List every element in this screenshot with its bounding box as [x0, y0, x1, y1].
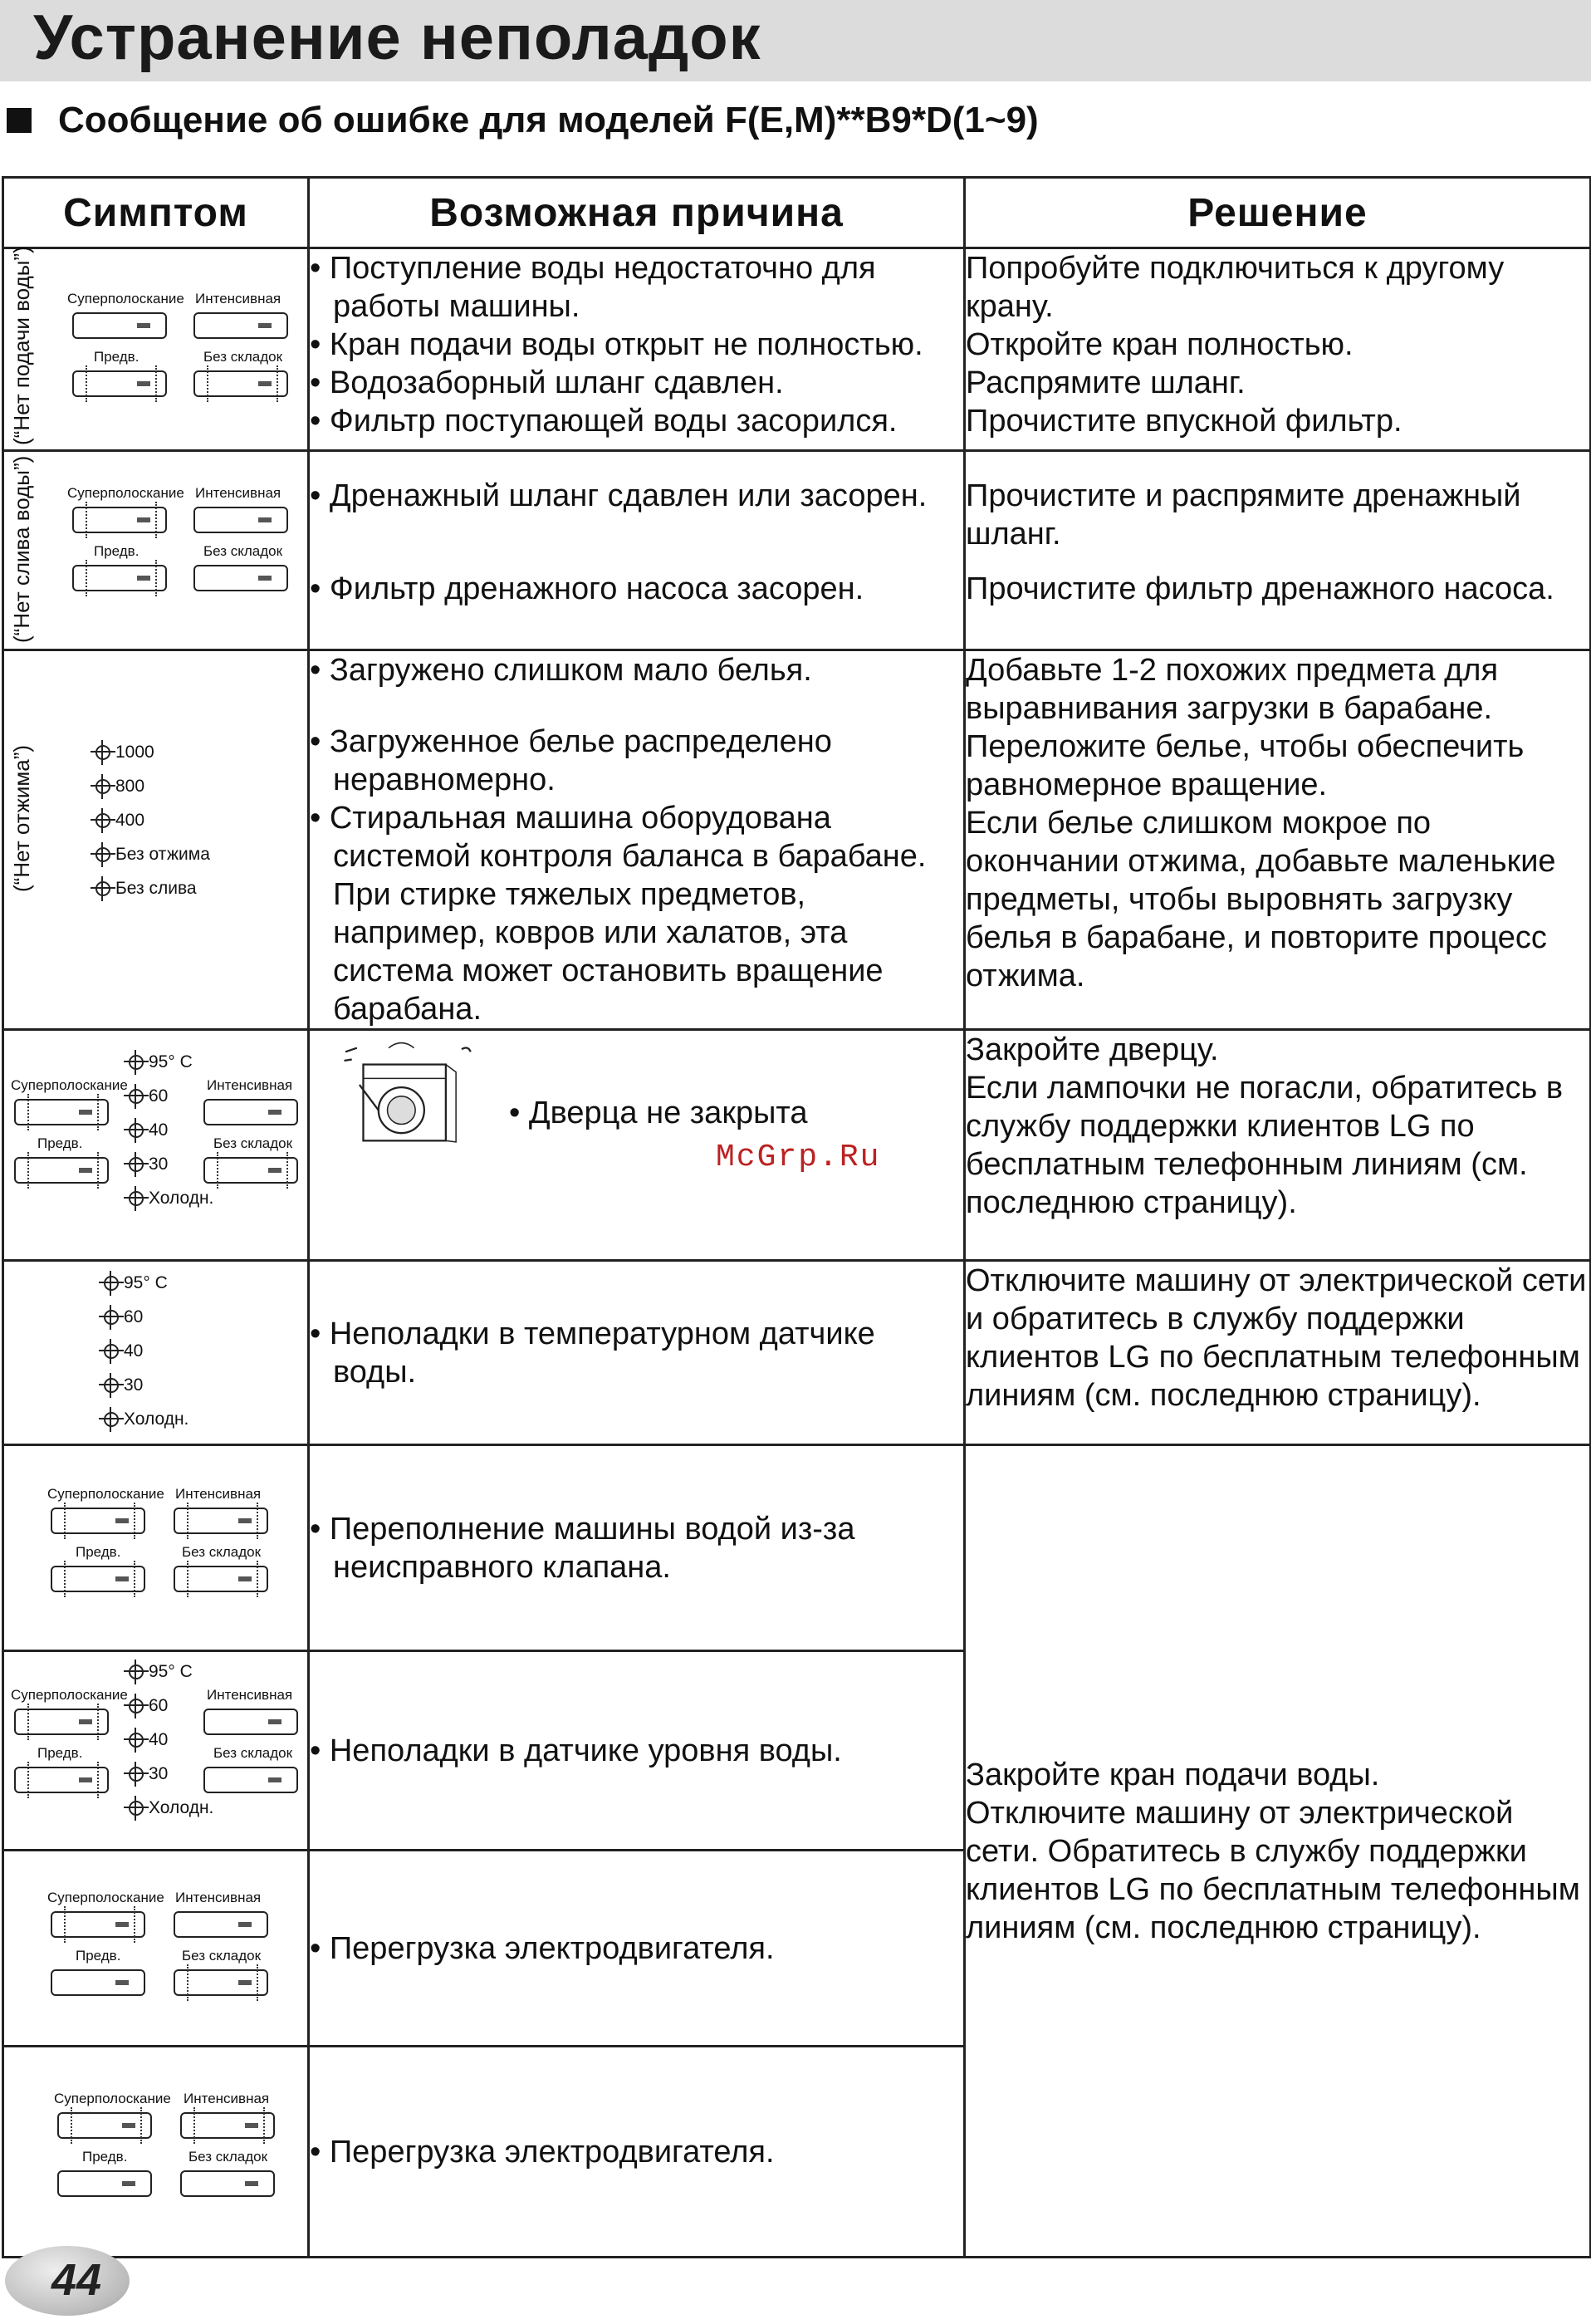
panel-label: Интенсивная — [175, 1486, 262, 1502]
display-indicator-blinking — [14, 1099, 109, 1125]
cause-item: • Загруженное белье распределено неравномерно. — [310, 724, 832, 797]
solution-item: Если лампочки не погасли, обратитесь в службу поддержки клиентов LG по бесплатным телефонным линиям (см. последнюю страницу). — [966, 1071, 1564, 1220]
symptom-cell — [3, 1261, 309, 1445]
page-number-badge — [5, 2246, 130, 2316]
symptom-label: (“Нет отжима”) — [9, 744, 34, 892]
cause-cell — [309, 248, 965, 451]
cause-cell — [309, 451, 965, 650]
panel-label: Без складок — [213, 1745, 293, 1761]
display-indicator — [51, 1969, 145, 1996]
panel-label: Без складок — [203, 543, 283, 559]
merged-solution-cell — [965, 1445, 1591, 2258]
cause-item: • Фильтр дренажного насоса засорен. — [310, 571, 864, 606]
display-indicator — [72, 312, 167, 339]
led-icon — [129, 1191, 144, 1206]
temp-led: 95° C — [129, 1662, 193, 1682]
display-indicator-blinking — [72, 370, 167, 397]
table-row — [3, 1445, 1591, 1651]
header-solution: Решение — [965, 178, 1591, 248]
panel-label: Суперполоскание — [11, 1687, 128, 1703]
led-icon — [104, 1378, 119, 1393]
panel-label: Суперполоскание — [54, 2091, 171, 2106]
panel-label: Суперполоскание — [47, 1486, 164, 1502]
panel-label: Предв. — [76, 1948, 121, 1964]
panel-label: Интенсивная — [175, 1890, 262, 1905]
temp-led: 40 — [104, 1341, 143, 1361]
symptom-label: (“Нет слива воды”) — [9, 455, 34, 643]
led-icon — [129, 1767, 144, 1782]
solution-cell — [965, 1261, 1591, 1445]
led-icon — [129, 1733, 144, 1748]
solution-cell — [965, 451, 1591, 650]
solution-item: Попробуйте подключиться к другому крану. — [966, 251, 1505, 324]
symptom-cell — [3, 2047, 309, 2258]
panel-label: Без складок — [182, 1544, 262, 1560]
temp-led: Холодн. — [129, 1798, 213, 1818]
table-row — [3, 1261, 1591, 1445]
panel-label: Предв. — [94, 543, 140, 559]
cause-cell — [309, 1651, 965, 1851]
section-subtitle — [7, 100, 1039, 141]
led-icon — [104, 1276, 119, 1291]
symptom-cell — [3, 248, 309, 451]
led-icon — [104, 1412, 119, 1427]
panel-label: Суперполоскание — [67, 291, 184, 306]
square-bullet-icon — [7, 108, 32, 133]
display-indicator-blinking — [51, 1566, 145, 1592]
led-icon — [129, 1157, 144, 1172]
led-icon — [95, 847, 110, 862]
cause-cell — [309, 1261, 965, 1445]
led-icon — [95, 745, 110, 760]
panel-label: Предв. — [76, 1544, 121, 1560]
temp-led: 40 — [129, 1730, 168, 1750]
cause-cell — [309, 1851, 965, 2047]
display-indicator-blinking — [180, 2112, 275, 2139]
panel-label: Суперполоскание — [11, 1077, 128, 1093]
panel-label: Интенсивная — [184, 2091, 270, 2106]
solution-item: Если белье слишком мокрое по окончании отжима, добавьте маленькие предметы, чтобы выровнять загрузку белья в барабане, и повторите процесс отжима. — [966, 806, 1556, 993]
cause-item: • Неполадки в датчике уровня воды. — [310, 1733, 842, 1768]
solution-item: Прочистите фильтр дренажного насоса. — [966, 571, 1554, 606]
display-indicator — [180, 2170, 275, 2197]
display-indicator-blinking — [14, 1709, 109, 1735]
header-symptom: Симптом — [3, 178, 309, 248]
panel-label: Предв. — [37, 1745, 83, 1761]
display-indicator — [57, 2170, 152, 2197]
solution-item: Откройте кран полностью. — [966, 327, 1354, 362]
led-icon — [95, 881, 110, 896]
display-indicator-blinking — [51, 1508, 145, 1534]
symptom-cell — [3, 1030, 309, 1261]
cause-item: • Перегрузка электродвигателя. — [310, 2134, 775, 2170]
temp-led: 60 — [104, 1307, 143, 1327]
solution-item: Распрямите шланг. — [966, 365, 1246, 400]
display-indicator-blinking — [72, 507, 167, 533]
cause-item: • Неполадки в температурном датчике воды. — [310, 1316, 875, 1390]
display-indicator-blinking — [174, 1566, 268, 1592]
spin-led: 400 — [95, 811, 144, 831]
led-icon — [129, 1089, 144, 1104]
panel-label: Предв. — [94, 349, 140, 365]
display-indicator — [193, 312, 288, 339]
cause-item: • Стиральная машина оборудована системой контроля баланса в барабане. При стирке тяжелых предметов, например, ковров или халатов, эта система может остановить вращение барабана. — [310, 801, 927, 1027]
symptom-cell — [3, 1851, 309, 2047]
watermark: McGrp.Ru — [716, 1140, 881, 1175]
panel-label: Интенсивная — [195, 291, 281, 306]
panel-label: Без складок — [203, 349, 283, 365]
cause-item: • Поступление воды недостаточно для работы машины. — [310, 251, 876, 324]
spin-led: Без отжима — [95, 845, 210, 865]
panel-label: Интенсивная — [207, 1687, 293, 1703]
display-indicator — [203, 1709, 298, 1735]
symptom-cell — [3, 650, 309, 1030]
solution-item: Закройте дверцу. — [966, 1032, 1219, 1067]
display-indicator-blinking — [51, 1911, 145, 1938]
display-indicator — [203, 1099, 298, 1125]
display-indicator — [193, 507, 288, 533]
temp-led: 40 — [129, 1120, 168, 1140]
page-number: 44 — [51, 2255, 102, 2305]
display-indicator-blinking — [174, 1508, 268, 1534]
symptom-cell — [3, 1651, 309, 1851]
symptom-cell — [3, 1445, 309, 1651]
solution-cell — [965, 650, 1591, 1030]
spin-led: 1000 — [95, 743, 154, 762]
solution-cell — [965, 248, 1591, 451]
led-icon — [95, 779, 110, 794]
temp-led: Холодн. — [104, 1410, 188, 1429]
washing-machine-door-icon — [316, 1039, 499, 1147]
solution-item: Отключите машину от электрической сети и обратитесь в службу поддержки клиентов LG по бесплатным телефонным линиям (см. последнюю страницу). — [966, 1263, 1587, 1413]
table-row — [3, 451, 1591, 650]
temp-led: 30 — [129, 1764, 168, 1784]
troubleshooting-table — [2, 176, 1591, 2258]
temp-led: 60 — [129, 1696, 168, 1716]
display-indicator-blinking — [72, 565, 167, 591]
solution-item: Отключите машину от электрической сети. Обратитесь в службу поддержки клиентов LG по бесплатным телефонным линиям (см. последнюю страницу). — [966, 1795, 1580, 1945]
subtitle-text: Сообщение об ошибке для моделей F(E,M)**B9*D(1~9) — [58, 100, 1039, 140]
led-icon — [104, 1310, 119, 1325]
solution-item: Прочистите и распрямите дренажный шланг. — [966, 478, 1521, 552]
panel-label: Интенсивная — [207, 1077, 293, 1093]
cause-item: • Дверца не закрыта — [509, 1096, 808, 1130]
cause-item: • Переполнение машины водой из-за неисправного клапана. — [310, 1511, 855, 1585]
temp-led: 30 — [129, 1155, 168, 1174]
display-indicator-blinking — [174, 1969, 268, 1996]
cause-cell — [309, 1445, 965, 1651]
solution-item: Закройте кран подачи воды. — [966, 1757, 1380, 1792]
cause-item: • Кран подачи воды открыт не полностью. — [310, 327, 923, 362]
title-banner — [0, 0, 1591, 81]
header-cause: Возможная причина — [309, 178, 965, 248]
display-indicator-blinking — [14, 1157, 109, 1184]
panel-label: Предв. — [82, 2149, 128, 2165]
panel-label: Предв. — [37, 1135, 83, 1151]
panel-label: Суперполоскание — [47, 1890, 164, 1905]
cause-item: • Дренажный шланг сдавлен или засорен. — [310, 478, 928, 513]
spin-led: Без слива — [95, 879, 197, 899]
led-icon — [104, 1344, 119, 1359]
spin-led: 800 — [95, 777, 144, 797]
solution-item: Прочистите впускной фильтр. — [966, 404, 1403, 439]
display-indicator-blinking — [203, 1157, 298, 1184]
led-icon — [95, 813, 110, 828]
panel-label: Без складок — [188, 2149, 268, 2165]
temp-led: 95° C — [129, 1052, 193, 1072]
temp-led: 95° C — [104, 1273, 168, 1293]
led-icon — [129, 1801, 144, 1816]
symptom-label: (“Нет подачи воды”) — [9, 246, 34, 445]
cause-cell — [309, 650, 965, 1030]
symptom-cell — [3, 451, 309, 650]
led-icon — [129, 1055, 144, 1070]
display-indicator-blinking — [57, 2112, 152, 2139]
panel-label: Интенсивная — [195, 485, 281, 501]
cause-item: • Перегрузка электродвигателя. — [310, 1930, 775, 1966]
led-icon — [129, 1699, 144, 1714]
panel-label: Без складок — [213, 1135, 293, 1151]
cause-item: • Загружено слишком мало белья. — [310, 653, 812, 688]
table-header-row — [3, 178, 1591, 248]
cause-cell — [309, 2047, 965, 2258]
page-title: Устранение неполадок — [33, 2, 761, 73]
display-indicator — [174, 1911, 268, 1938]
display-indicator-blinking — [14, 1767, 109, 1793]
cause-item: • Водозаборный шланг сдавлен. — [310, 365, 784, 400]
led-icon — [129, 1123, 144, 1138]
panel-label: Суперполоскание — [67, 485, 184, 501]
display-indicator-blinking — [193, 370, 288, 397]
solution-item: Добавьте 1-2 похожих предмета для выравнивания загрузки в барабане. — [966, 653, 1499, 726]
temp-led: Холодн. — [129, 1189, 213, 1209]
solution-item: Переложите белье, чтобы обеспечить равномерное вращение. — [966, 729, 1525, 802]
table-row — [3, 650, 1591, 1030]
led-icon — [129, 1665, 144, 1679]
display-indicator — [203, 1767, 298, 1793]
display-indicator — [193, 565, 288, 591]
table-row — [3, 248, 1591, 451]
panel-label: Без складок — [182, 1948, 262, 1964]
solution-cell — [965, 1030, 1591, 1261]
temp-led: 60 — [129, 1086, 168, 1106]
cause-item: • Фильтр поступающей воды засорился. — [310, 404, 898, 439]
temp-led: 30 — [104, 1375, 143, 1395]
